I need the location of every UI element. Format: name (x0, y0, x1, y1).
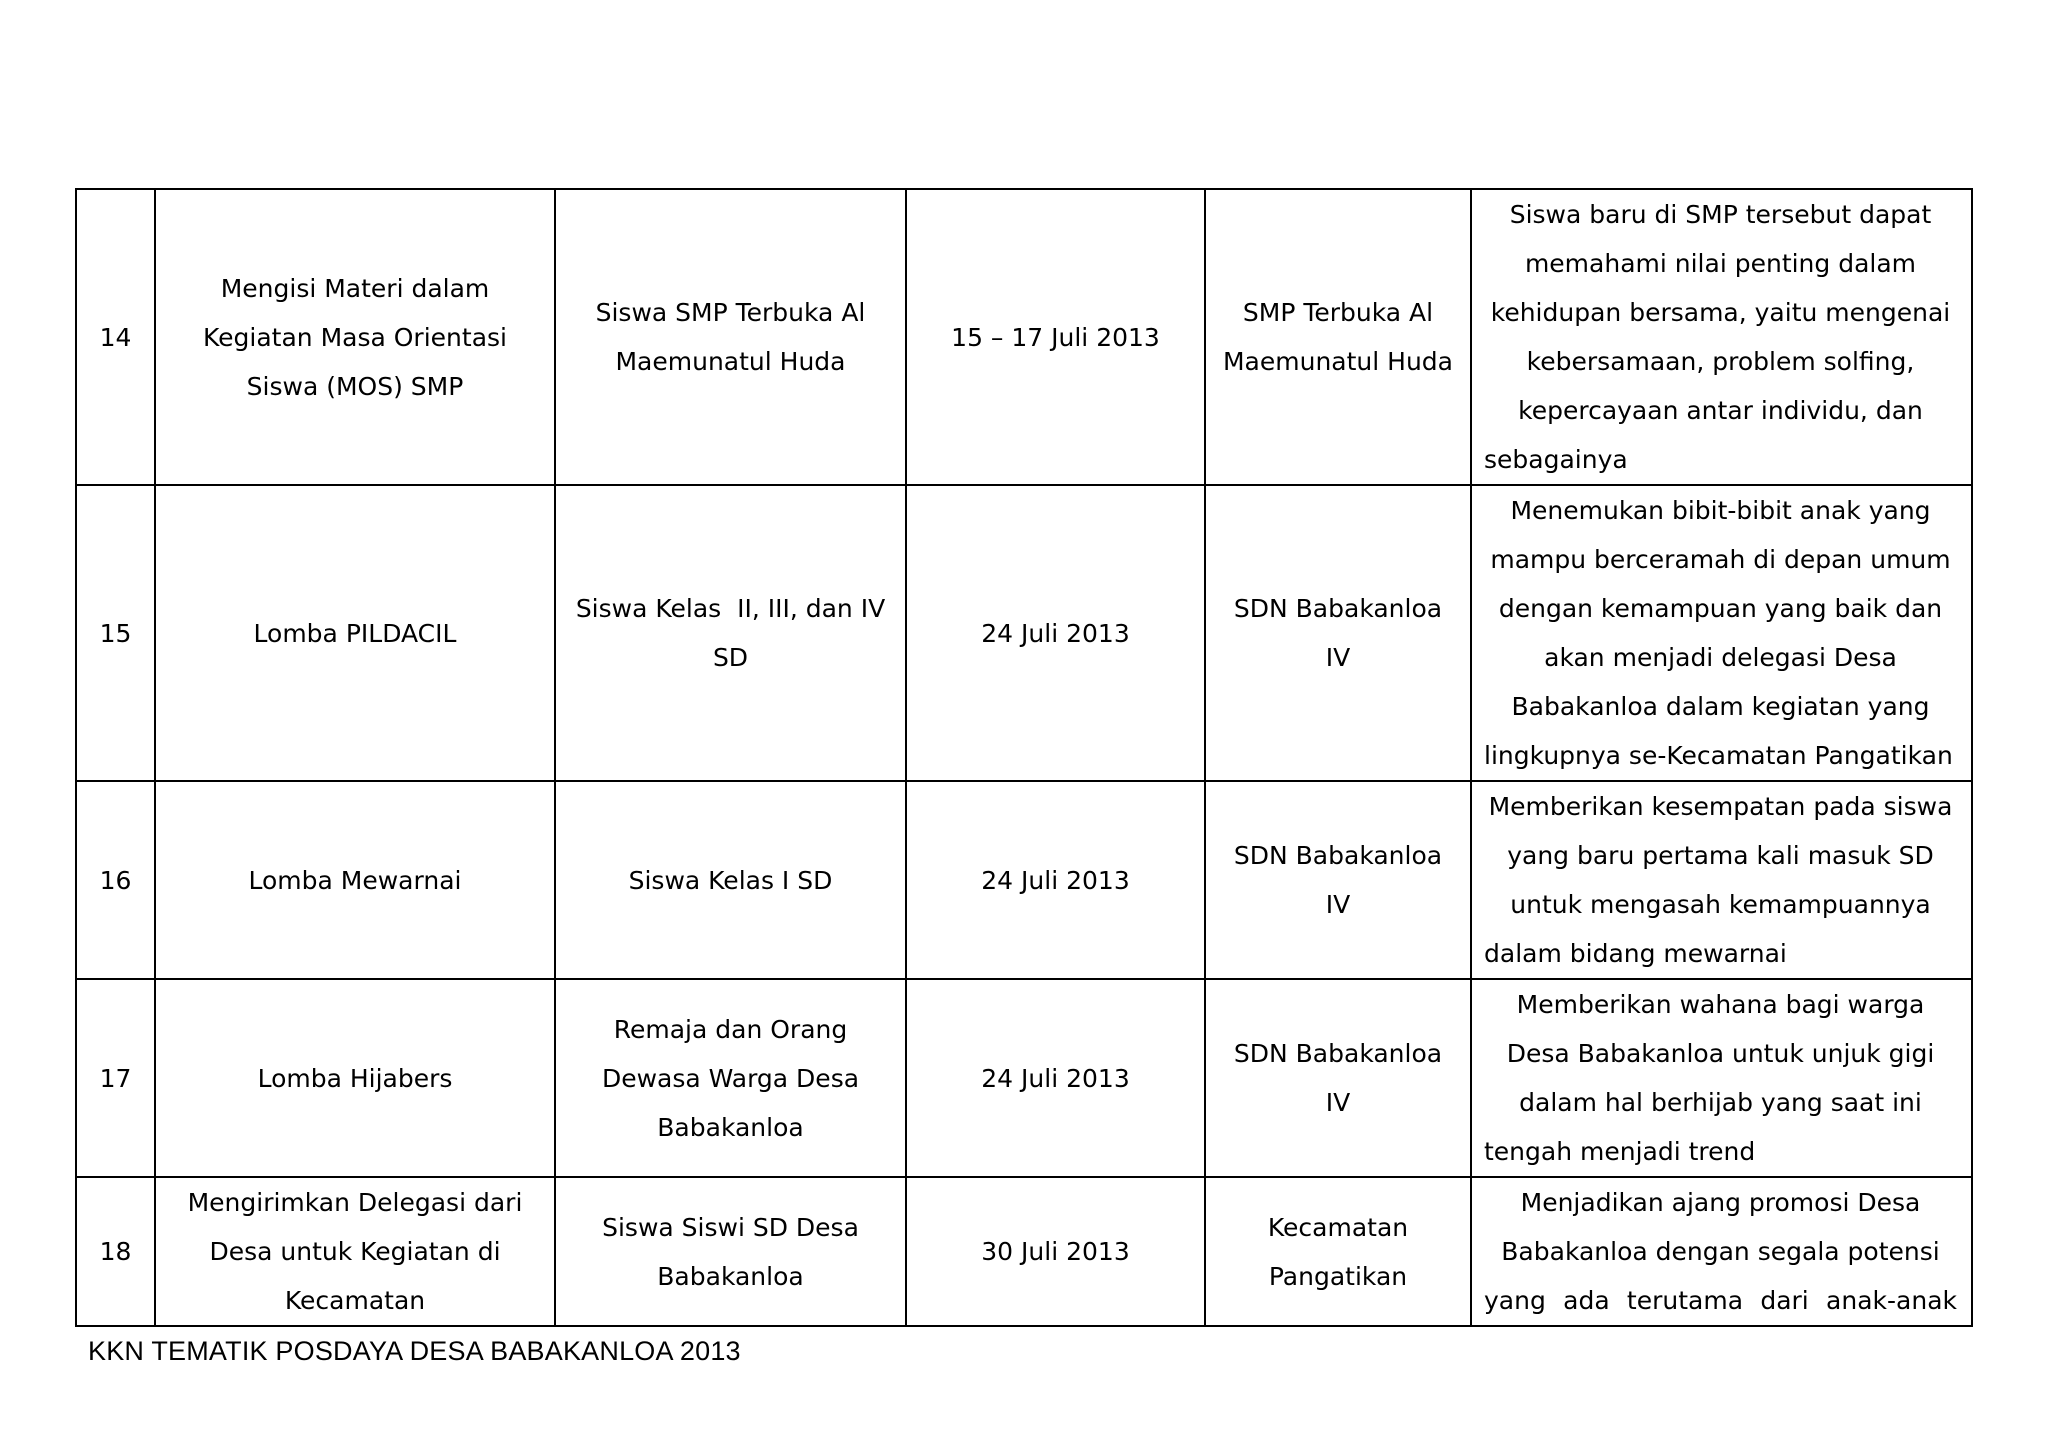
cell-waktu: 30 Juli 2013 (906, 1177, 1205, 1326)
cell-waktu: 15 – 17 Juli 2013 (906, 189, 1205, 485)
cell-hasil: Memberikan kesempatan pada siswa yang baru pertama kali masuk SD untuk mengasah kemampuannya dalam bidang mewarnai (1471, 781, 1972, 979)
cell-no: 15 (76, 485, 155, 781)
kegiatan-text: Lomba Mewarnai (248, 865, 462, 895)
cell-sasaran (555, 485, 906, 781)
tempat-text: SDN Babakanloa IV (1233, 594, 1443, 672)
table-row (76, 189, 1972, 485)
cell-tempat (1205, 781, 1471, 979)
cell-kegiatan (155, 485, 555, 781)
kegiatan-text: Lomba PILDACIL (253, 618, 457, 648)
cell-hasil: Siswa baru di SMP tersebut dapat memahami nilai penting dalam kehidupan bersama, yaitu mengenai kebersamaan, problem solfing, kepercayaan antar individu, dan sebagainya (1471, 189, 1972, 485)
cell-tempat (1205, 979, 1471, 1177)
tempat-text: Kecamatan Pangatikan (1267, 1212, 1409, 1291)
tempat-text: SDN Babakanloa IV (1233, 1039, 1443, 1117)
table-row (76, 1177, 1972, 1326)
cell-waktu: 24 Juli 2013 (906, 781, 1205, 979)
tempat-text: SMP Terbuka Al Maemunatul Huda (1222, 298, 1453, 376)
table-row (76, 781, 1972, 979)
sasaran-text: Siswa Kelas II, III, dan IV SD (575, 594, 894, 672)
cell-sasaran (555, 979, 906, 1177)
sasaran-text: Siswa Siswi SD Desa Babakanloa (602, 1212, 859, 1291)
cell-sasaran (555, 1177, 906, 1326)
cell-tempat (1205, 485, 1471, 781)
page-footer: KKN TEMATIK POSDAYA DESA BABAKANLOA 2013 (88, 1336, 741, 1366)
cell-tempat (1205, 189, 1471, 485)
cell-no: 14 (76, 189, 155, 485)
cell-kegiatan (155, 1177, 555, 1326)
cell-no: 17 (76, 979, 155, 1177)
cell-no: 16 (76, 781, 155, 979)
tempat-text: SDN Babakanloa IV (1233, 841, 1443, 919)
kegiatan-text: Lomba Hijabers (257, 1063, 453, 1093)
table-row (76, 485, 1972, 781)
cell-kegiatan (155, 781, 555, 979)
kegiatan-text: Mengirimkan Delegasi dari Desa untuk Kegiatan di Kecamatan (187, 1188, 523, 1315)
cell-hasil: Memberikan wahana bagi warga Desa Babakanloa untuk unjuk gigi dalam hal berhijab yang saat ini tengah menjadi trend (1471, 979, 1972, 1177)
table-row (76, 979, 1972, 1177)
cell-tempat (1205, 1177, 1471, 1326)
cell-kegiatan (155, 979, 555, 1177)
cell-waktu: 24 Juli 2013 (906, 979, 1205, 1177)
cell-sasaran (555, 781, 906, 979)
sasaran-text: Siswa Kelas I SD (628, 865, 833, 895)
activities-table (75, 188, 1973, 1327)
cell-no: 18 (76, 1177, 155, 1326)
cell-sasaran (555, 189, 906, 485)
sasaran-text: Siswa SMP Terbuka Al Maemunatul Huda (595, 298, 866, 376)
cell-hasil: Menemukan bibit-bibit anak yang mampu berceramah di depan umum dengan kemampuan yang baik dan akan menjadi delegasi Desa Babakanloa dalam kegiatan yang lingkupnya se-Kecamatan Pangatikan (1471, 485, 1972, 781)
cell-hasil: Menjadikan ajang promosi Desa Babakanloa dengan segala potensi yang ada terutama dari anak-anak (1471, 1177, 1972, 1326)
sasaran-text: Remaja dan Orang Dewasa Warga Desa Babakanloa (601, 1014, 860, 1142)
cell-waktu: 24 Juli 2013 (906, 485, 1205, 781)
cell-kegiatan (155, 189, 555, 485)
kegiatan-text: Mengisi Materi dalam Kegiatan Masa Orientasi Siswa (MOS) SMP (203, 273, 507, 401)
